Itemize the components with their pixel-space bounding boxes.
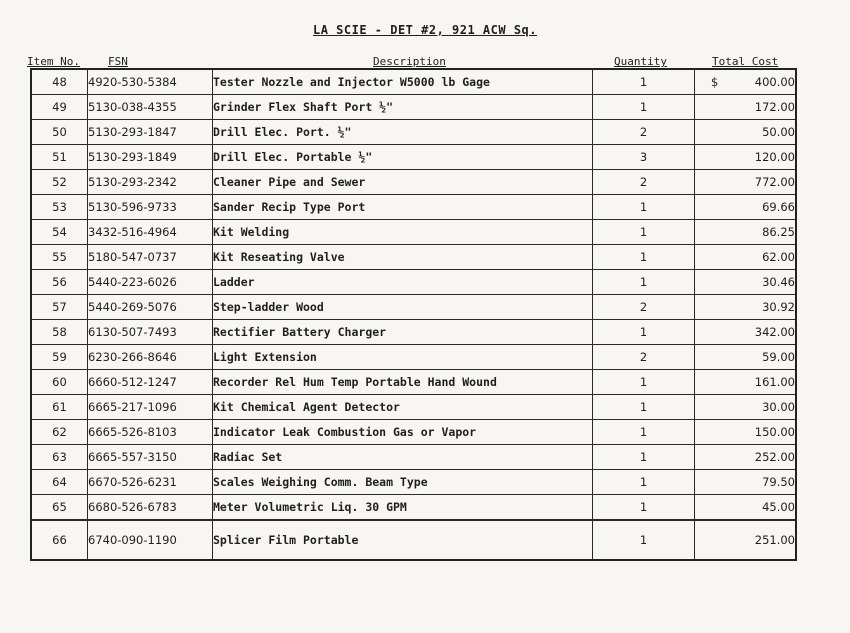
table-row (31, 345, 796, 370)
cost-value: 50.00 (762, 125, 795, 139)
total-cost-cell (695, 395, 797, 420)
item-number-cell: 53 (31, 195, 88, 220)
fsn-cell: 5130-038-4355 (88, 95, 213, 120)
fsn-cell: 6740-090-1190 (88, 520, 213, 560)
fsn-cell: 5130-596-9733 (88, 195, 213, 220)
item-number-cell: 58 (31, 320, 88, 345)
quantity-cell: 2 (593, 120, 695, 145)
item-number-cell: 56 (31, 270, 88, 295)
table-row (31, 445, 796, 470)
quantity-cell: 1 (593, 520, 695, 560)
description-cell: Drill Elec. Portable ½" (213, 145, 593, 170)
total-cost-cell (695, 220, 797, 245)
table-row (31, 320, 796, 345)
item-number-cell: 66 (31, 520, 88, 560)
total-cost-cell (695, 295, 797, 320)
total-cost-cell (695, 345, 797, 370)
description-cell: Kit Welding (213, 220, 593, 245)
fsn-cell: 3432-516-4964 (88, 220, 213, 245)
description-cell: Kit Chemical Agent Detector (213, 395, 593, 420)
fsn-cell: 6665-557-3150 (88, 445, 213, 470)
description-cell: Kit Reseating Valve (213, 245, 593, 270)
fsn-cell: 6665-217-1096 (88, 395, 213, 420)
total-cost-cell (695, 495, 797, 521)
total-cost-cell (695, 520, 797, 560)
cost-value: 252.00 (754, 450, 795, 464)
item-number-cell: 64 (31, 470, 88, 495)
total-cost-cell (695, 445, 797, 470)
table-row (31, 195, 796, 220)
table-row (31, 420, 796, 445)
item-number-cell: 50 (31, 120, 88, 145)
total-cost-cell (695, 120, 797, 145)
item-number-cell: 54 (31, 220, 88, 245)
description-cell: Rectifier Battery Charger (213, 320, 593, 345)
quantity-cell: 3 (593, 145, 695, 170)
fsn-cell: 6670-526-6231 (88, 470, 213, 495)
fsn-cell: 6680-526-6783 (88, 495, 213, 521)
quantity-cell: 1 (593, 270, 695, 295)
quantity-cell: 1 (593, 95, 695, 120)
header-quantity: Quantity (614, 55, 667, 68)
total-cost-cell (695, 470, 797, 495)
fsn-cell: 6130-507-7493 (88, 320, 213, 345)
fsn-cell: 6660-512-1247 (88, 370, 213, 395)
quantity-cell: 1 (593, 420, 695, 445)
total-cost-cell (695, 370, 797, 395)
description-cell: Recorder Rel Hum Temp Portable Hand Wound (213, 370, 593, 395)
description-cell: Drill Elec. Port. ½" (213, 120, 593, 145)
cost-value: 86.25 (762, 225, 795, 239)
description-cell: Tester Nozzle and Injector W5000 lb Gage (213, 69, 593, 95)
cost-value: 120.00 (754, 150, 795, 164)
table-row (31, 245, 796, 270)
description-cell: Indicator Leak Combustion Gas or Vapor (213, 420, 593, 445)
quantity-cell: 1 (593, 245, 695, 270)
item-number-cell: 62 (31, 420, 88, 445)
quantity-cell: 1 (593, 320, 695, 345)
table-row (31, 69, 796, 95)
equipment-table (30, 68, 797, 561)
description-cell: Radiac Set (213, 445, 593, 470)
quantity-cell: 2 (593, 170, 695, 195)
item-number-cell: 48 (31, 69, 88, 95)
cost-value: 79.50 (762, 475, 795, 489)
item-number-cell: 63 (31, 445, 88, 470)
header-total-cost: Total Cost (712, 55, 779, 68)
table-row (31, 145, 796, 170)
total-cost-cell (695, 270, 797, 295)
quantity-cell: 1 (593, 395, 695, 420)
fsn-cell: 5440-269-5076 (88, 295, 213, 320)
cost-value: 30.92 (762, 300, 795, 314)
quantity-cell: 2 (593, 345, 695, 370)
cost-value: 161.00 (754, 375, 795, 389)
fsn-cell: 5440-223-6026 (88, 270, 213, 295)
quantity-cell: 1 (593, 69, 695, 95)
fsn-cell: 5130-293-1847 (88, 120, 213, 145)
document-title: LA SCIE - DET #2, 921 ACW Sq. (312, 23, 537, 37)
quantity-cell: 1 (593, 445, 695, 470)
cost-value: 251.00 (754, 533, 795, 547)
table-row (31, 120, 796, 145)
fsn-cell: 4920-530-5384 (88, 69, 213, 95)
description-cell: Meter Volumetric Liq. 30 GPM (213, 495, 593, 521)
quantity-cell: 2 (593, 295, 695, 320)
cost-value: 30.00 (762, 400, 795, 414)
quantity-cell: 1 (593, 220, 695, 245)
cost-value: 62.00 (762, 250, 795, 264)
cost-value: 69.66 (762, 200, 795, 214)
item-number-cell: 52 (31, 170, 88, 195)
cost-value: 400.00 (754, 75, 795, 89)
table-row (31, 220, 796, 245)
fsn-cell: 6230-266-8646 (88, 345, 213, 370)
item-number-cell: 57 (31, 295, 88, 320)
cost-value: 342.00 (754, 325, 795, 339)
cost-value: 172.00 (754, 100, 795, 114)
total-cost-cell (695, 195, 797, 220)
table-row (31, 520, 796, 560)
total-cost-cell (695, 420, 797, 445)
total-cost-cell (695, 320, 797, 345)
cost-value: 772.00 (754, 175, 795, 189)
table-row (31, 495, 796, 521)
table-row (31, 170, 796, 195)
quantity-cell: 1 (593, 370, 695, 395)
quantity-cell: 1 (593, 470, 695, 495)
item-number-cell: 59 (31, 345, 88, 370)
description-cell: Step-ladder Wood (213, 295, 593, 320)
item-number-cell: 61 (31, 395, 88, 420)
fsn-cell: 6665-526-8103 (88, 420, 213, 445)
header-fsn: FSN (108, 55, 128, 68)
item-number-cell: 51 (31, 145, 88, 170)
description-cell: Cleaner Pipe and Sewer (213, 170, 593, 195)
table-row (31, 95, 796, 120)
description-cell: Splicer Film Portable (213, 520, 593, 560)
item-number-cell: 55 (31, 245, 88, 270)
table-row (31, 470, 796, 495)
fsn-cell: 5130-293-1849 (88, 145, 213, 170)
table-row (31, 395, 796, 420)
fsn-cell: 5130-293-2342 (88, 170, 213, 195)
total-cost-cell (695, 69, 797, 95)
item-number-cell: 60 (31, 370, 88, 395)
total-cost-cell (695, 145, 797, 170)
total-cost-cell (695, 245, 797, 270)
table-row (31, 370, 796, 395)
cost-value: 30.46 (762, 275, 795, 289)
description-cell: Sander Recip Type Port (213, 195, 593, 220)
description-cell: Scales Weighing Comm. Beam Type (213, 470, 593, 495)
cost-value: 45.00 (762, 500, 795, 514)
item-number-cell: 65 (31, 495, 88, 521)
total-cost-cell (695, 170, 797, 195)
currency-symbol: $ (711, 75, 719, 89)
cost-value: 150.00 (754, 425, 795, 439)
header-item-no: Item No. (27, 55, 80, 68)
item-number-cell: 49 (31, 95, 88, 120)
table-row (31, 270, 796, 295)
description-cell: Light Extension (213, 345, 593, 370)
quantity-cell: 1 (593, 495, 695, 521)
fsn-cell: 5180-547-0737 (88, 245, 213, 270)
cost-value: 59.00 (762, 350, 795, 364)
description-cell: Ladder (213, 270, 593, 295)
description-cell: Grinder Flex Shaft Port ½" (213, 95, 593, 120)
total-cost-cell (695, 95, 797, 120)
header-description: Description (373, 55, 446, 68)
table-row (31, 295, 796, 320)
quantity-cell: 1 (593, 195, 695, 220)
